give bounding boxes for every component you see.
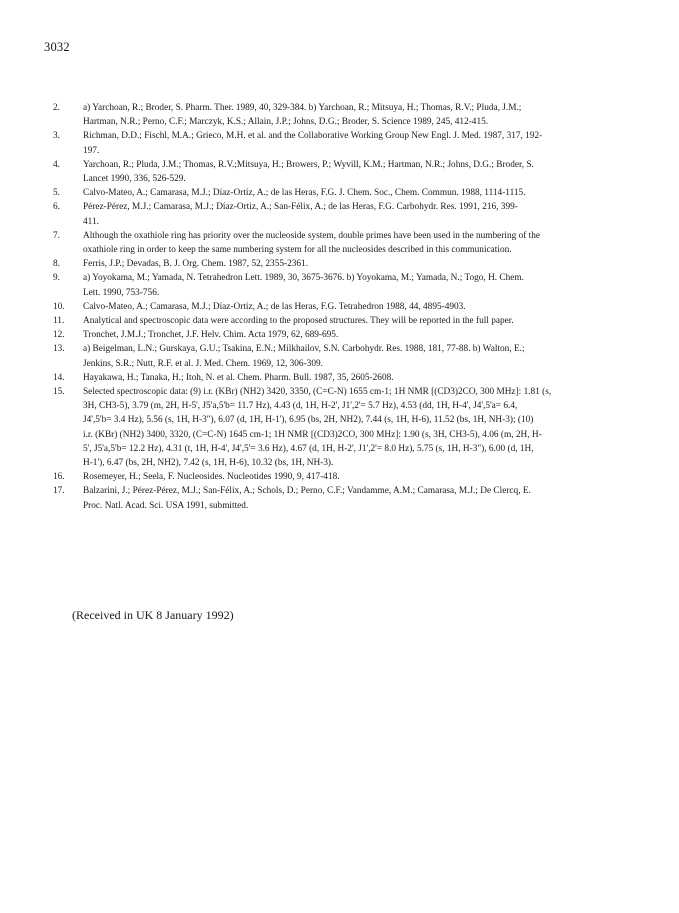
reference-number: 17. [53, 486, 65, 497]
reference-text: Calvo-Mateo, A.; Camarasa, M.J.; Díaz-Ortíz, A.; de las Heras, F.G. J. Chem. Soc., Chem. Commun. 1988, 1114-1115. [83, 188, 526, 199]
reference-number: 5. [53, 188, 60, 199]
reference-number: 3. [53, 131, 60, 142]
reference-text: Calvo-Mateo, A.; Camarasa, M.J.; Díaz-Ortíz, A.; de las Heras, F.G. Tetrahedron 1988, 44, 4895-4903. [83, 301, 466, 312]
reference-text: a) Yarchoan, R.; Broder, S. Pharm. Ther. 1989, 40, 329-384. b) Yarchoan, R.; Mitsuya, H.; Thomas, R.V.; Pluda, J.M.; Hartman, N.R.; Perno, C.F.; Marczyk, K.S.; Allain, J.P.; Johns, D.G.; Broder, S. Science 1989, 245, 412-415. [83, 103, 522, 128]
reference-text: a) Yoyokama, M.; Yamada, N. Tetrahedron Lett. 1989, 30, 3675-3676. b) Yoyokama, M.; Yamada, N.; Togo, H. Chem. Lett. 1990, 753-756. [83, 273, 524, 298]
reference-text: Richman, D.D.; Fischl, M.A.; Grieco, M.H. et al. and the Collaborative Working Group New Engl. J. Med. 1987, 317, 192- 197. [83, 131, 543, 156]
reference-item [53, 200, 627, 228]
reference-item [53, 484, 627, 512]
reference-number: 9. [53, 273, 60, 284]
reference-text: Although the oxathiole ring has priority over the nucleoside system, double primes have been used in the numbering of the oxathiole ring in order to keep the same numbering system for all the nucleosides described in this communication. [83, 230, 540, 256]
reference-list [53, 101, 627, 513]
received-date: (Received in UK 8 January 1992) [72, 608, 234, 622]
reference-item [53, 385, 627, 470]
reference-item [53, 470, 627, 484]
reference-item [53, 300, 627, 314]
reference-number: 8. [53, 259, 60, 270]
reference-text: Analytical and spectroscopic data were according to the proposed structures. They will be reported in the full paper. [83, 316, 514, 327]
reference-text: Tronchet, J.M.J.; Tronchet, J.F. Helv. Chim. Acta 1979, 62, 689-695. [83, 330, 339, 341]
reference-number: 16. [53, 472, 65, 483]
reference-text: Pérez-Pérez, M.J.; Camarasa, M.J.; Díaz-Ortiz, A.; San-Félix, A.; de las Heras, F.G. Carbohydr. Res. 1991, 216, 399- 411. [83, 202, 518, 227]
reference-number: 13. [53, 344, 65, 355]
reference-text: Hayakawa, H.; Tanaka, H.; Itoh, N. et al. Chem. Pharm. Bull. 1987, 35, 2605-2608. [83, 372, 394, 383]
reference-number: 2. [53, 103, 60, 113]
reference-number: 14. [53, 372, 65, 383]
reference-item [53, 342, 627, 370]
reference-item [53, 328, 627, 342]
reference-text: Selected spectroscopic data: (9) i.r. (KBr) (NH2) 3420, 3350, (C=C-N) 1655 cm-1; 1H NMR [(CD3)2CO, 300 MHz]: 1.81 (s, 3H, CH3-5), 3.79 (m, 2H, H-5', J5'a,5'b= 11.7 Hz), 4.43 (d, 1H, H-2', J1',2'= 5.7 Hz), 4.53 (dd, 1H, H-4', J4',5'a= 6.4, J4',5'b= 3.4 Hz), 5.56 (s, 1H, H-3"), 6.07 (d, 1H, H-1'), 6.95 (bs, 2H, NH2), 7.44 (s, 1H, H-6), 11.52 (bs, 1H, NH-3); (10) i.r. (KBr) (NH2) 3400, 3320, (C=C-N) 1645 cm-1; 1H NMR [(CD3)2CO, 300 MHz]: 1.90 (s, 3H, CH3-5), 4.06 (m, 2H, H- 5', J5'a,5'b= 12.2 Hz), 4.31 (t, 1H, H-4', J4',5'= 3.6 Hz), 4.67 (d, 1H, H-2', J1',2'= 8.0 Hz), 5.75 (s, 1H, H-3"), 6.00 (d, 1H, H-1'), 6.47 (bs, 2H, NH2), 7.42 (s, 1H, H-6), 10.32 (bs, 1H, NH-3). [83, 387, 552, 469]
reference-item [53, 271, 627, 299]
reference-item [53, 186, 627, 200]
reference-text: Rosemeyer, H.; Seela, F. Nucleosides. Nucleotides 1990, 9, 417-418. [83, 472, 340, 483]
reference-item [53, 101, 627, 129]
reference-item [53, 158, 627, 186]
reference-number: 6. [53, 202, 60, 213]
reference-number: 10. [53, 301, 65, 312]
reference-number: 15. [53, 387, 65, 398]
reference-item [53, 314, 627, 328]
reference-item [53, 371, 627, 385]
reference-text: Ferris, J.P.; Devadas, B. J. Org. Chem. 1987, 52, 2355-2361. [83, 259, 309, 270]
reference-number: 4. [53, 159, 60, 170]
reference-text: Balzarini, J.; Pérez-Pérez, M.J.; San-Félix, A.; Schols, D.; Perno, C.F.; Vandamme, A.M.; Camarasa, M.J.; De Clercq, E. Proc. Natl. Acad. Sci. USA 1991, submitted. [83, 486, 531, 511]
reference-text: Yarchoan, R.; Pluda, J.M.; Thomas, R.V.;Mitsuya, H.; Browers, P.; Wyvill, K.M.; Hartman, N.R.; Johns, D.G.; Broder, S. Lancet 1990, 336, 526-529. [83, 159, 534, 185]
reference-item [53, 229, 627, 257]
reference-number: 12. [53, 330, 65, 341]
reference-number: 11. [53, 316, 65, 327]
reference-number: 7. [53, 230, 60, 241]
reference-item [53, 257, 627, 271]
page-number: 3032 [44, 40, 70, 54]
reference-text: a) Beigelman, L.N.; Gurskaya, G.U.; Tsakina, E.N.; Milkhailov, S.N. Carbohydr. Res. 1988, 181, 77-88. b) Walton, E.; Jenkins, S.R.; Nutt, R.F. et al. J. Med. Chem. 1969, 12, 306-309. [83, 344, 525, 369]
reference-item [53, 129, 627, 157]
